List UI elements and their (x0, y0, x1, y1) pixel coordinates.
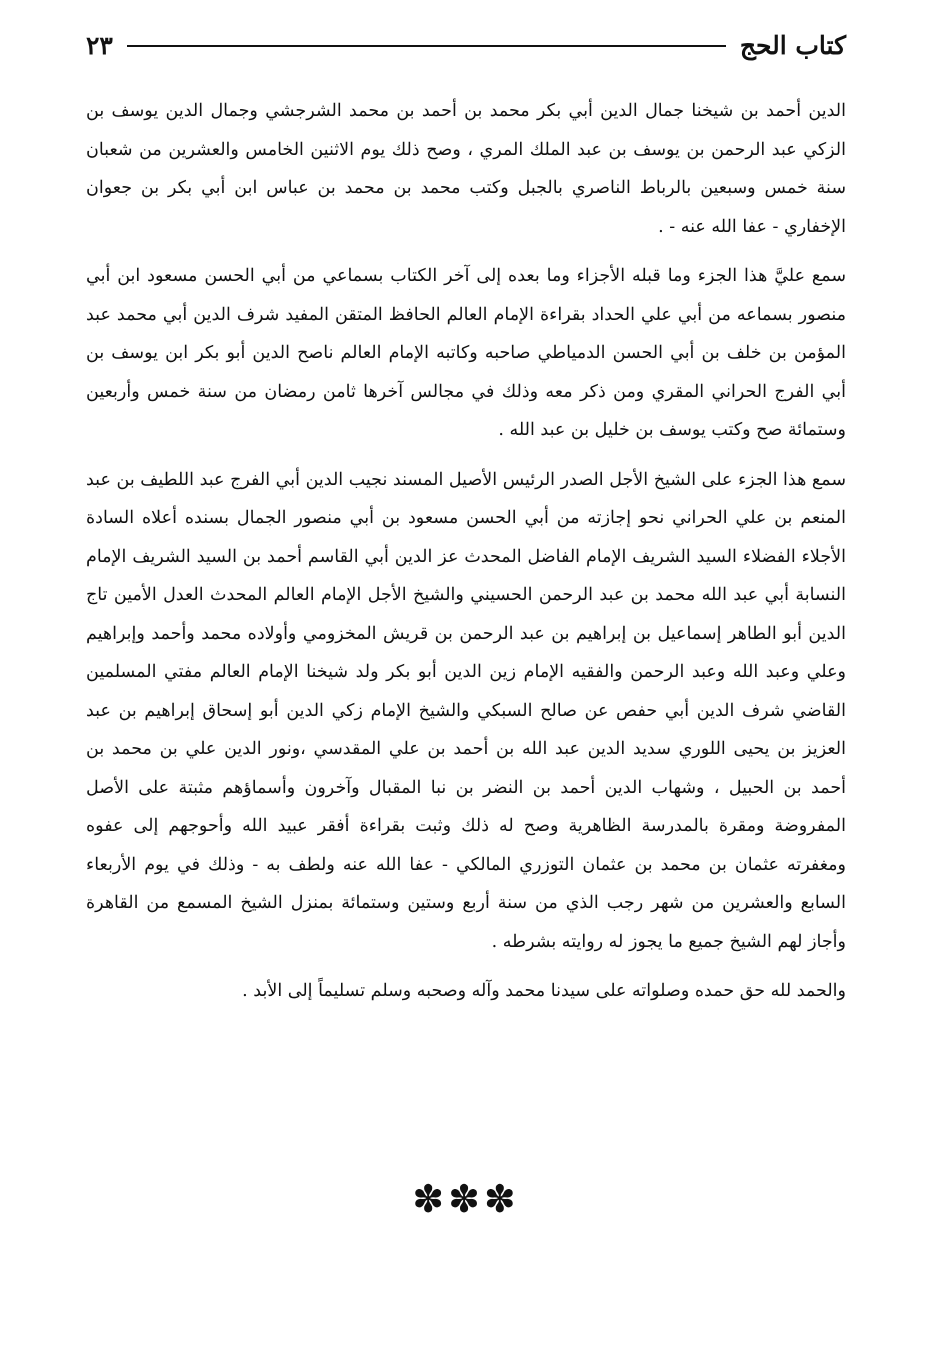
paragraph-colophon-1: الدين أحمد بن شيخنا جمال الدين أبي بكر محمد بن أحمد بن محمد الشرجشي وجمال الدين يوسف بن الزكي عبد الرحمن بن يوسف بن عبد الملك المري ، وصح ذلك يوم الاثنين الخامس والعشرين من شعبان سنة خمس وسبعين بالرباط الناصري بالجبل وكتب محمد بن محمد بن عباس ابن أبي بكر بن جعوان الإخفاري - عفا الله عنه - . (86, 101, 846, 237)
paragraph-colophon-2: سمع عليَّ هذا الجزء وما قبله الأجزاء وما بعده إلى آخر الكتاب بسماعي من أبي الحسن مسعود ابن أبي منصور بسماعه من أبي علي الحداد بقراءة الإمام العالم الحافظ المتقن المفيد شرف الدين أبي محمد عبد المؤمن بن خلف بن أبي الحسن الدمياطي صاحبه وكاتبه الإمام العالم ناصح الدين أبو بكر ابن يوسف بن أبي الفرج الحراني المقري ومن ذكر معه وذلك في مجالس آخرها ثامن رمضان من سنة خمس وأربعين وستمائة صح وكتب يوسف بن خليل بن عبد الله . (86, 266, 846, 440)
book-title: كتاب الحج (739, 30, 846, 60)
page-number: ٢٣ (86, 30, 113, 60)
paragraph-closing-doxology: والحمد لله حق حمده وصلواته على سيدنا محمد وآله وصحبه وسلم تسليماً إلى الأبد . (242, 981, 846, 1001)
paragraph-colophon-3: سمع هذا الجزء على الشيخ الأجل الصدر الرئيس الأصيل المسند نجيب الدين أبي الفرج عبد اللطيف بن عبد المنعم بن علي الحراني نحو إجازته من أبي الحسن مسعود بن أبي منصور الجمال بسنده أعلاه السادة الأجلاء الفضلاء السيد الشريف الإمام الفاضل المحدث عز الدين أبي القاسم أحمد بن السيد الشريف الإمام النسابة أبي عبد الله محمد بن عبد الرحمن الحسيني والشيخ الأجل الإمام العالم المحدث العدل الأمين تاج الدين أبو الطاهر إسماعيل بن إبراهيم بن عبد الرحمن بن قريش المخزومي وأولاده محمد وأحمد وإبراهيم وعلي وعبد الله وعبد الرحمن والفقيه الإمام زين الدين أبو بكر ولد شيخنا الإمام العالم مفتي المسلمين القاضي شرف الدين أبي حفص عن صالح السبكي والشيخ الإمام زكي الدين أبو إسحاق إبراهيم بن عبد العزيز بن يحيى اللوري سديد الدين عبد الله بن أحمد بن علي المقدسي ،ونور الدين علي بن محمد بن أحمد بن الحبيل ، وشهاب الدين أحمد بن النضر بن نبا المقبال وآخرون وأسماؤهم مثبتة على الأصل المفروضة ومقرة بالمدرسة الظاهرية وصح له ذلك وثبت بقراءة أفقر عبيد الله وأحوجهم إلى عفوه ومغفرته عثمان بن محمد بن عثمان التوزري المالكي - عفا الله عنه ولطف به - وذلك في يوم الأربعاء السابع والعشرين من شهر رجب الذي من سنة أربع وستين وستمائة بمنزل الشيخ المسمع من القاهرة وأجاز لهم الشيخ جميع ما يجوز له روايته بشرطه . (86, 469, 846, 952)
running-header (86, 24, 846, 66)
book-page (86, 24, 846, 1336)
header-rule (127, 45, 726, 47)
page-body (86, 92, 846, 1011)
section-end-ornament: ✽✽✽ (412, 1177, 520, 1221)
